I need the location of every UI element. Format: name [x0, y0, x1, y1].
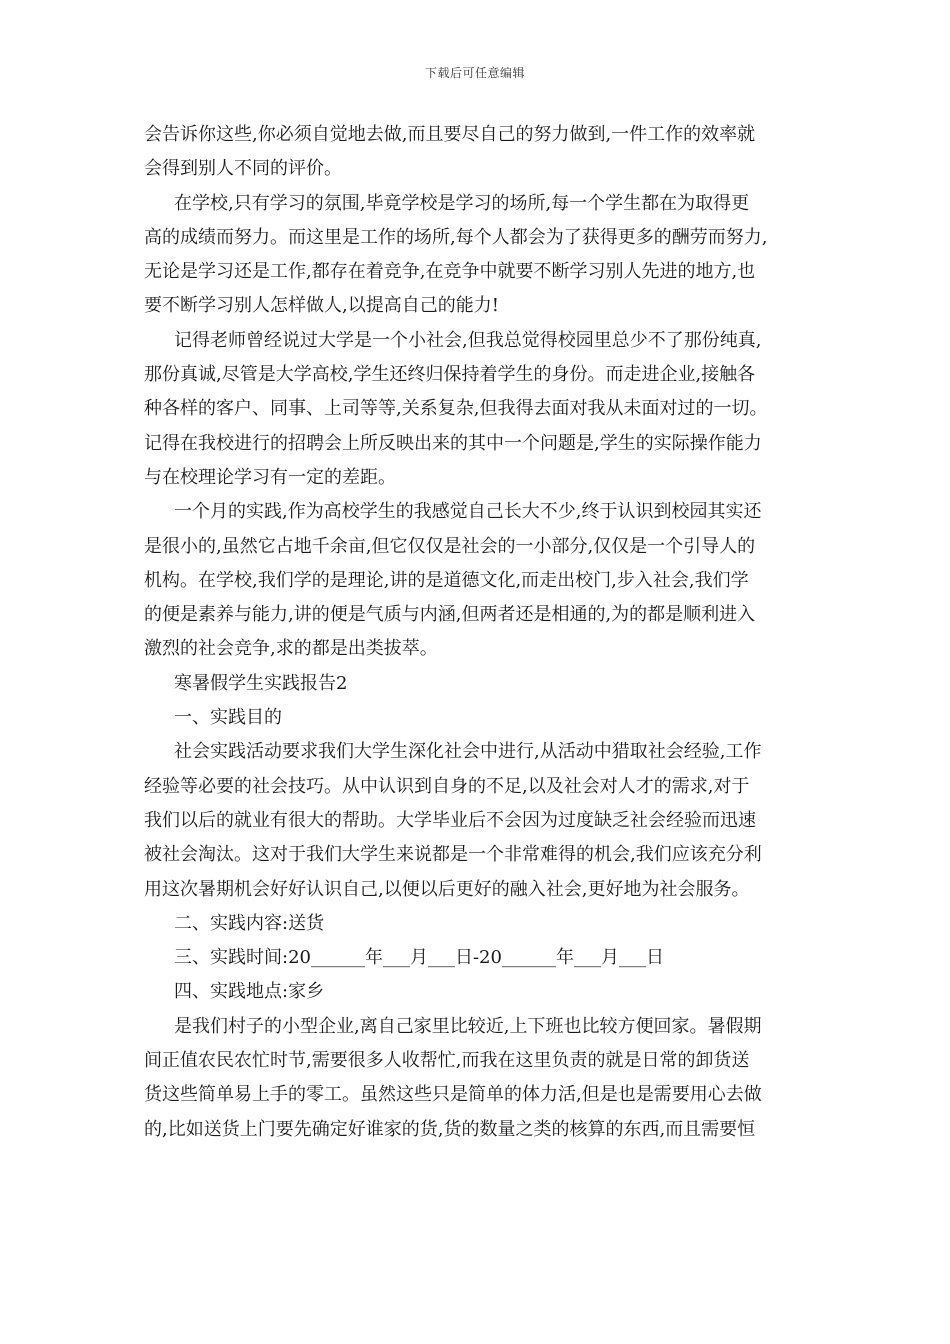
text-line: 寒暑假学生实践报告2: [174, 672, 348, 694]
text-line: 会得到别人不同的评价。: [144, 158, 342, 180]
text-line: 二、实践内容:送货: [174, 912, 325, 934]
page-header: 下载后可任意编辑: [424, 66, 525, 80]
text-line: 被社会淘汰。这对于我们大学生来说都是一个非常难得的机会,我们应该充分利: [144, 844, 762, 866]
text-line: 三、实践时间:20______年___月___日-20______年___月___日: [174, 947, 664, 969]
text-line: 记得在我校进行的招聘会上所反映出来的其中一个问题是,学生的实际操作能力: [144, 432, 762, 454]
text-line: 一个月的实践,作为高校学生的我感觉自己长大不少,终于认识到校园其实还: [174, 501, 762, 523]
text-line: 的,比如送货上门要先确定好谁家的货,货的数量之类的核算的东西,而且需要恒: [144, 1118, 756, 1140]
text-line: 社会实践活动要求我们大学生深化社会中进行,从活动中猎取社会经验,工作: [174, 741, 762, 763]
text-line: 货这些简单易上手的零工。虽然这些只是简单的体力活,但是也是需要用心去做: [144, 1084, 762, 1106]
text-line: 记得老师曾经说过大学是一个小社会,但我总觉得校园里总少不了那份纯真,: [174, 329, 762, 351]
text-line: 机构。在学校,我们学的是理论,讲的是道德文化,而走出校门,步入社会,我们学: [144, 569, 749, 591]
text-line: 高的成绩而努力。而这里是工作的场所,每个人都会为了获得更多的酬劳而努力,: [144, 226, 768, 248]
document-body: [144, 118, 808, 1147]
text-line: 与在校理论学习有一定的差距。: [144, 466, 396, 488]
text-line: 是我们村子的小型企业,离自己家里比较近,上下班也比较方便回家。暑假期: [174, 1015, 762, 1037]
text-line: 会告诉你这些,你必须自觉地去做,而且要尽自己的努力做到,一件工作的效率就: [144, 124, 756, 145]
text-line: 四、实践地点:家乡: [174, 981, 325, 1003]
text-line: 经验等必要的社会技巧。从中认识到自身的不足,以及社会对人才的需求,对于: [144, 775, 750, 797]
text-line: 要不断学习别人怎样做人,以提高自己的能力!: [144, 295, 499, 317]
text-line: 无论是学习还是工作,都存在着竞争,在竞争中就要不断学习别人先进的地方,也: [144, 261, 756, 283]
text-line: 种各样的客户、同事、上司等等,关系复杂,但我得去面对我从未面对过的一切。: [144, 398, 768, 420]
text-line: 是很小的,虽然它占地千余亩,但它仅仅是社会的一小部分,仅仅是一个引导人的: [144, 535, 756, 557]
text-line: 我们以后的就业有很大的帮助。大学毕业后不会因为过度缺乏社会经验而迅速: [144, 809, 756, 831]
text-line: 激烈的社会竞争,求的都是出类拔萃。: [144, 638, 438, 660]
text-line: 那份真诚,尽管是大学高校,学生还终归保持着学生的身份。而走进企业,接触各: [144, 364, 756, 386]
text-line: 一、实践目的: [174, 707, 282, 729]
text-line: 用这次暑期机会好好认识自己,以便以后更好的融入社会,更好地为社会服务。: [144, 878, 750, 900]
text-line: 间正值农民农忙时节,需要很多人收帮忙,而我在这里负责的就是日常的卸货送: [144, 1050, 750, 1072]
text-line: 的便是素养与能力,讲的便是气质与内涵,但两者还是相通的,为的都是顺利进入: [144, 604, 756, 626]
text-line: 在学校,只有学习的氛围,毕竟学校是学习的场所,每一个学生都在为取得更: [174, 192, 750, 214]
